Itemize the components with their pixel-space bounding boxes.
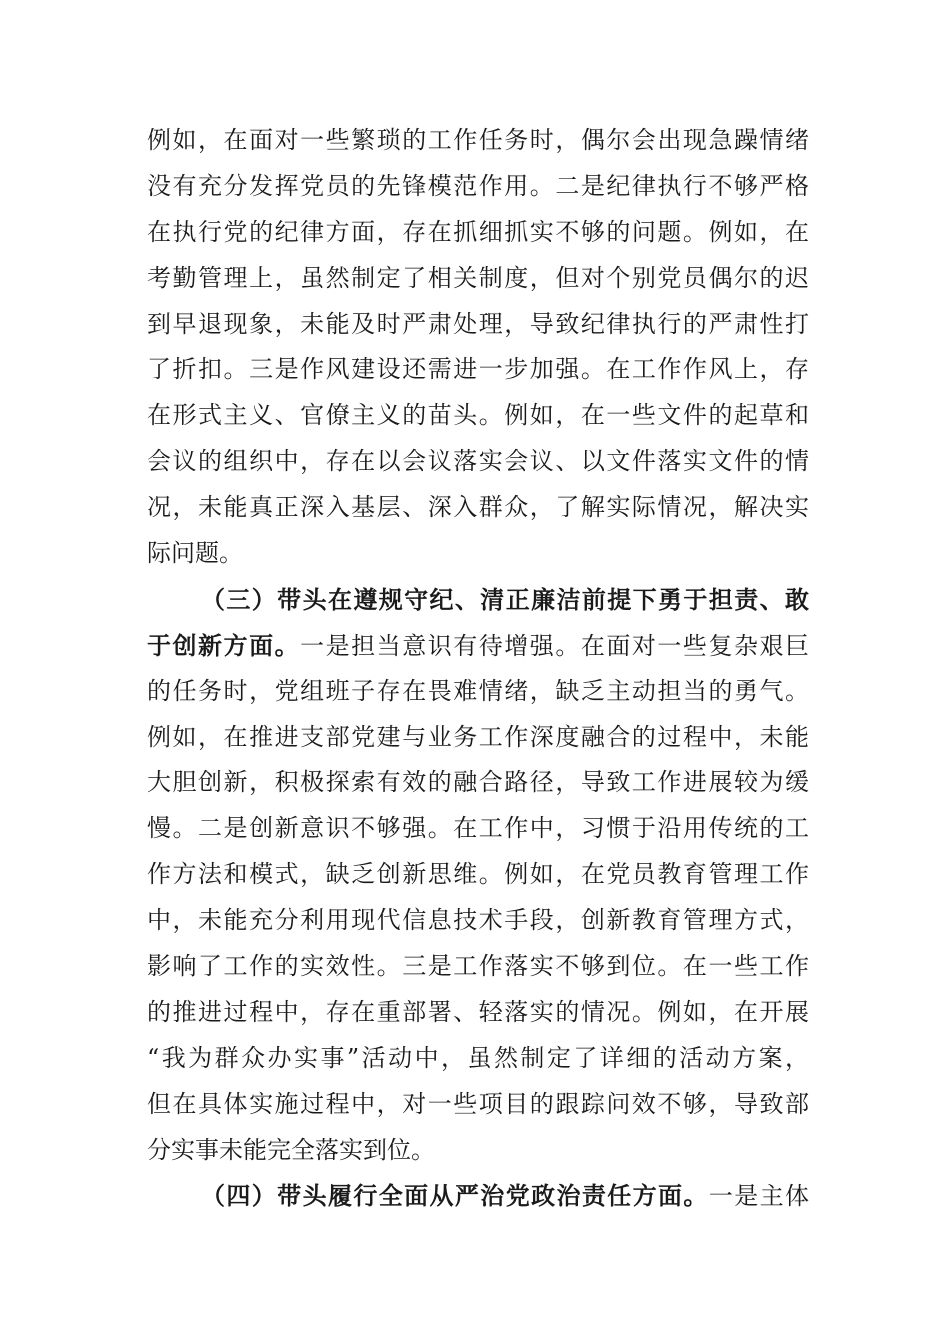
section-heading-4 (147, 1173, 809, 1219)
paragraph-line: 考勤管理上，虽然制定了相关制度，但对个别党员偶尔的迟 (147, 263, 809, 292)
paragraph-line: 会议的组织中，存在以会议落实会议、以文件落实文件的情 (147, 447, 809, 476)
section-heading-4-rest: 一是主体 (708, 1182, 809, 1211)
paragraph-line: 到早退现象，未能及时严肃处理，导致纪律执行的严肃性打 (147, 309, 809, 338)
paragraph-line: 慢。二是创新意识不够强。在工作中，习惯于沿用传统的工 (147, 814, 809, 843)
paragraph-line: 在执行党的纪律方面，存在抓细抓实不够的问题。例如，在 (147, 217, 809, 246)
paragraph-line: 的任务时，党组班子存在畏难情绪，缺乏主动担当的勇气。 (147, 676, 809, 705)
paragraph-line: 分实事未能完全落实到位。 (147, 1135, 435, 1164)
paragraph-line: 作方法和模式，缺乏创新思维。例如，在党员教育管理工作 (147, 860, 809, 889)
section-heading-3-continued (147, 623, 809, 669)
section-heading-3-bold: 于创新方面。 (147, 630, 301, 660)
document-body (147, 118, 809, 1219)
paragraph-line: 大胆创新，积极探索有效的融合路径，导致工作进展较为缓 (147, 768, 809, 797)
paragraph-line: 例如，在推进支部党建与业务工作深度融合的过程中，未能 (147, 722, 809, 751)
paragraph-line: 的推进过程中，存在重部署、轻落实的情况。例如，在开展 (147, 997, 809, 1026)
paragraph-line: 中，未能充分利用现代信息技术手段，创新教育管理方式， (147, 906, 809, 935)
paragraph-line: 影响了工作的实效性。三是工作落实不够到位。在一些工作 (147, 952, 809, 981)
paragraph-line: 在形式主义、官僚主义的苗头。例如，在一些文件的起草和 (147, 401, 809, 430)
section-heading-4-bold: （四）带头履行全面从严治党政治责任方面。 (201, 1181, 709, 1211)
paragraph-line: 况，未能真正深入基层、深入群众，了解实际情况，解决实 (147, 493, 809, 522)
paragraph-line: 但在具体实施过程中，对一些项目的跟踪问效不够，导致部 (147, 1089, 809, 1118)
section-heading-3: （三）带头在遵规守纪、清正廉洁前提下勇于担责、敢 (201, 584, 809, 614)
paragraph-line: 际问题。 (147, 539, 243, 568)
paragraph-line: 没有充分发挥党员的先锋模范作用。二是纪律执行不够严格 (147, 171, 809, 200)
paragraph-line: 例如，在面对一些繁琐的工作任务时，偶尔会出现急躁情绪 (147, 126, 809, 154)
paragraph-line: “我为群众办实事”活动中，虽然制定了详细的活动方案， (147, 1043, 809, 1072)
paragraph-line: 了折扣。三是作风建设还需进一步加强。在工作作风上，存 (147, 355, 809, 384)
section-heading-3-rest: 一是担当意识有待增强。在面对一些复杂艰巨 (300, 631, 809, 660)
